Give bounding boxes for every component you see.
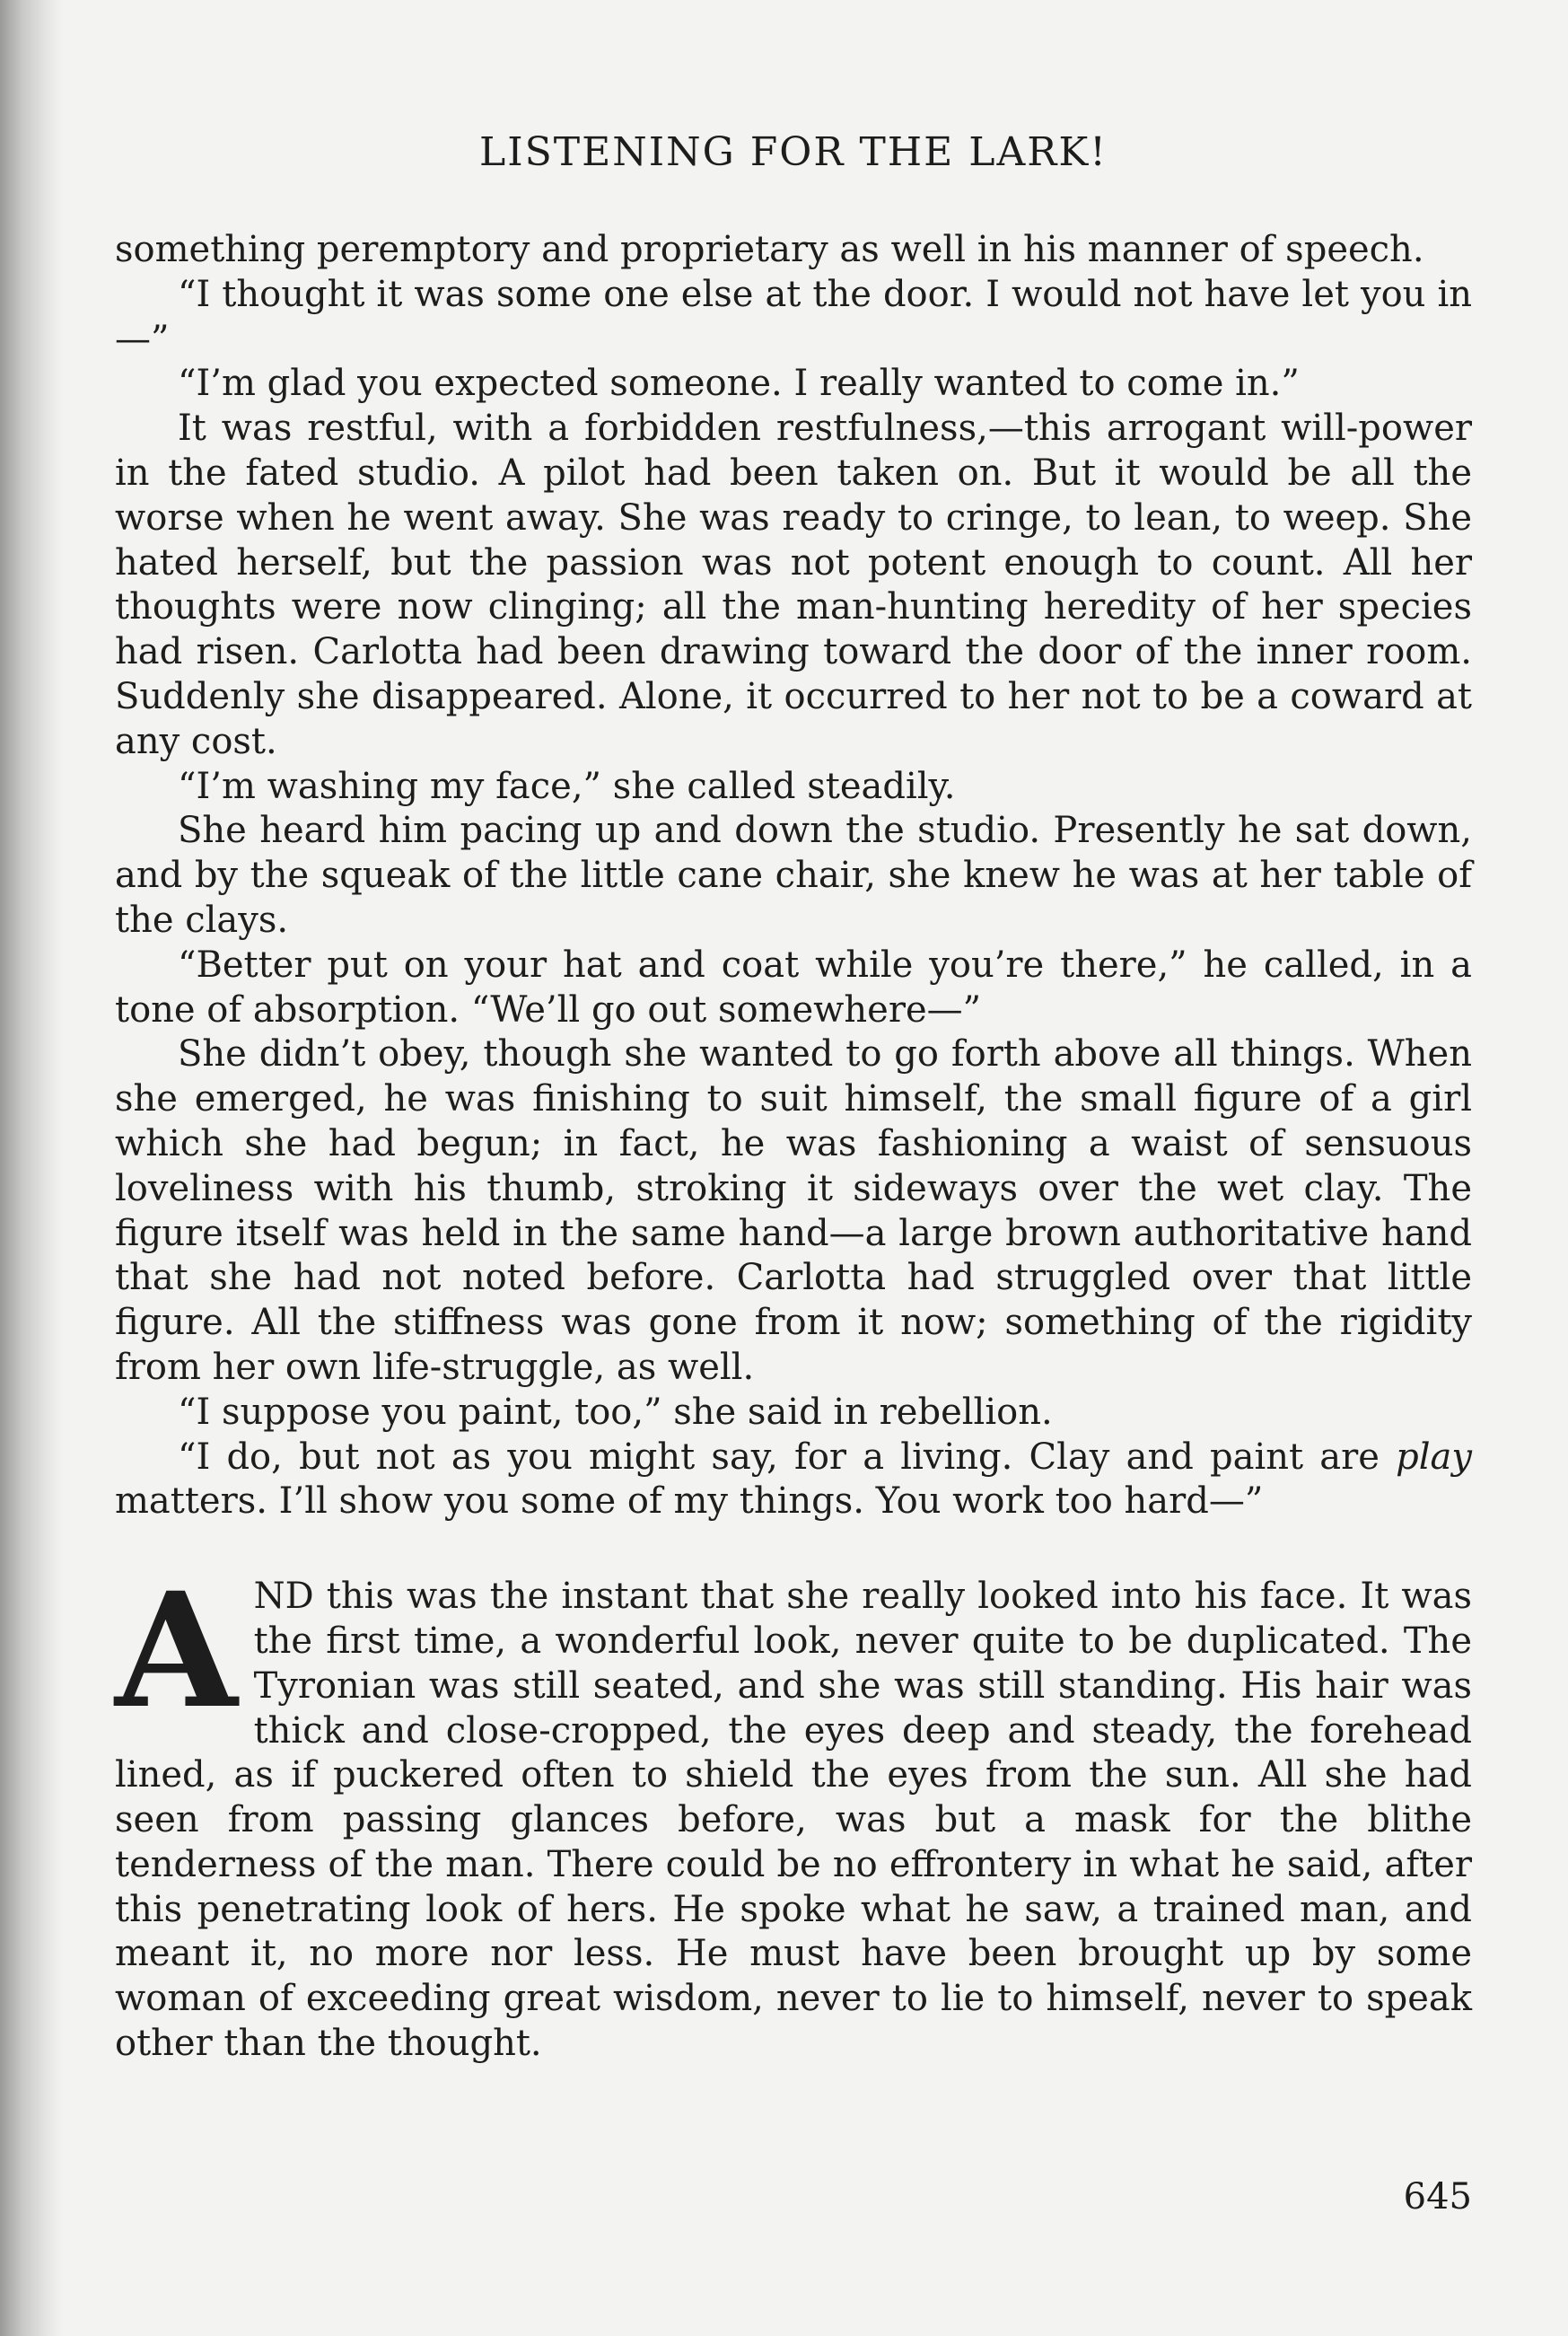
section-text: ND this was the instant that she really looked into his face. It was the first time, a wonderful look, never quite to be duplicated. The Tyronian was still seated, and she was still standing. His hair was thick and close-cropped, the eyes deep and steady, the forehead lined, as if puckered often to shield the eyes from the sun. All she had seen from passing glances before, was but a mask for the blithe tenderness of the man. There could be no effrontery in what he said, after this penetrating look of hers. He spoke what he saw, a trained man, and meant it, no more nor less. He must have been brought up by some woman of exceeding great wisdom, never to lie to himself, never to speak other than the thought. xyxy=(115,1576,1472,2065)
paragraph-text: matters. I’ll show you some of my things. You work too hard—” xyxy=(115,1480,1264,1523)
paragraph: “I suppose you paint, too,” she said in rebellion. xyxy=(178,1391,1053,1433)
page-number: 645 xyxy=(1403,2176,1472,2217)
running-head: LISTENING FOR THE LARK! xyxy=(479,129,1108,175)
paragraph-text: “I do, but not as you might say, for a living. Clay and paint are xyxy=(178,1436,1397,1478)
section-paragraph xyxy=(115,1558,1472,2067)
page-gutter-shadow xyxy=(0,0,63,2336)
paragraph: “Better put on your hat and coat while you’re there,” he called, in a tone of absorption. “We’ll go out somewhere—” xyxy=(115,944,1472,1031)
section-break xyxy=(115,1558,1472,2067)
italic-word: play xyxy=(1396,1436,1472,1478)
paragraph: “I’m washing my face,” she called steadily. xyxy=(178,765,956,807)
body-text xyxy=(115,228,1472,1524)
paragraph xyxy=(115,1436,1472,1525)
paragraph: “I’m glad you expected someone. I really wanted to come in.” xyxy=(178,363,1300,405)
drop-cap: A xyxy=(115,1558,238,1744)
paragraph: She didn’t obey, though she wanted to go forth above all things. When she emerged, he was finishing to suit himself, the small figure of a girl which she had begun; in fact, he was fashioning a waist of sensuous loveliness with his thumb, stroking it sideways over the wet clay. The figure itself was held in the same hand—a large brown authoritative hand that she had not noted before. Carlotta had struggled over that little figure. All the stiffness was gone from it now; something of the rigidity from her own life-struggle, as well. xyxy=(115,1033,1472,1388)
paragraph: It was restful, with a forbidden restfulness,—this arrogant will-power in the fated studio. A pilot had been taken on. But it would be all the worse when he went away. She was ready to cringe, to lean, to weep. She hated herself, but the passion was not potent enough to count. All her thoughts were now clinging; all the man-hunting heredity of her species had risen. Carlotta had been drawing toward the door of the inner room. Suddenly she disappeared. Alone, it occurred to her not to be a coward at any cost. xyxy=(115,408,1472,762)
paragraph: She heard him pacing up and down the studio. Presently he sat down, and by the squeak of the little cane chair, she knew he was at her table of the clays. xyxy=(115,810,1472,941)
book-page xyxy=(115,126,1472,2067)
paragraph: “I thought it was some one else at the door. I would not have let you in—” xyxy=(115,273,1472,360)
paragraph: something peremptory and proprietary as well in his manner of speech. xyxy=(115,229,1424,270)
